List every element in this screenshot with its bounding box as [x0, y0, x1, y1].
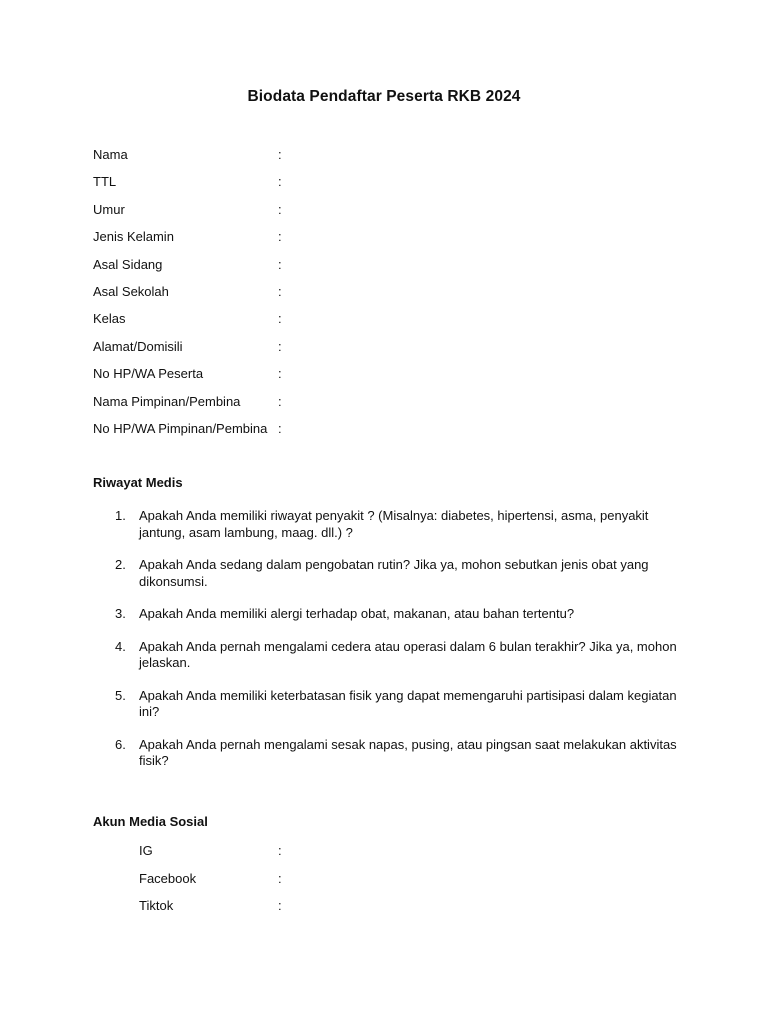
social-media-field-list — [139, 842, 539, 925]
field-label: No HP/WA Peserta — [93, 366, 204, 382]
field-separator: : — [278, 283, 282, 299]
field-label: Jenis Kelamin — [93, 229, 174, 245]
field-separator: : — [278, 147, 282, 162]
field-row-alamat — [93, 338, 693, 365]
field-separator: : — [278, 229, 282, 245]
question-number: 3. — [115, 606, 126, 621]
question-text: Apakah Anda memiliki riwayat penyakit ? (Misalnya: diabetes, hipertensi, asma, penyakit jantung, asam lambung, maag. dll.) ? — [139, 508, 649, 540]
question-text: Apakah Anda sedang dalam pengobatan rutin? Jika ya, mohon sebutkan jenis obat yang dikonsumsi. — [139, 557, 649, 589]
biodata-field-list — [93, 146, 693, 447]
field-label: No HP/WA Pimpinan/Pembina — [93, 420, 268, 436]
social-media-heading: Akun Media Sosial — [93, 814, 208, 829]
question-text: Apakah Anda memiliki keterbatasan fisik yang dapat memengaruhi partisipasi dalam kegiatan ini? — [139, 687, 677, 719]
question-number: 6. — [115, 736, 126, 752]
social-row-tiktok — [139, 897, 539, 925]
field-label: Alamat/Domisili — [93, 338, 183, 354]
question-number: 2. — [115, 557, 126, 572]
medical-question — [93, 606, 683, 623]
social-row-facebook — [139, 870, 539, 898]
field-label: Asal Sekolah — [93, 283, 169, 299]
document-title: Biodata Pendaftar Peserta RKB 2024 — [247, 88, 521, 105]
field-separator: : — [278, 201, 282, 217]
social-separator: : — [278, 843, 282, 858]
question-number: 5. — [115, 687, 126, 703]
field-row-asal-sekolah — [93, 283, 693, 310]
medical-history-heading: Riwayat Medis — [93, 475, 183, 490]
social-separator: : — [278, 898, 282, 913]
field-row-ttl — [93, 173, 693, 200]
social-label: IG — [139, 843, 153, 858]
field-row-kelas — [93, 310, 693, 337]
field-row-nama — [93, 146, 693, 173]
field-separator: : — [278, 420, 282, 436]
field-row-no-hp-peserta — [93, 365, 693, 392]
medical-question — [93, 639, 683, 672]
field-separator: : — [278, 366, 282, 382]
question-number: 1. — [115, 508, 126, 523]
medical-question — [93, 557, 683, 590]
question-text: Apakah Anda pernah mengalami cedera atau operasi dalam 6 bulan terakhir? Jika ya, mohon jelaskan. — [139, 638, 677, 670]
field-separator: : — [278, 393, 282, 409]
question-text: Apakah Anda memiliki alergi terhadap obat, makanan, atau bahan tertentu? — [139, 606, 575, 621]
question-number: 4. — [115, 638, 126, 654]
field-label: Asal Sidang — [93, 256, 163, 272]
field-label: Nama Pimpinan/Pembina — [93, 393, 241, 409]
field-row-asal-sidang — [93, 256, 693, 283]
medical-question-list — [93, 508, 683, 786]
field-label: Kelas — [93, 311, 126, 327]
field-label: Umur — [93, 201, 125, 217]
field-separator: : — [278, 174, 282, 190]
social-separator: : — [278, 870, 282, 886]
question-text: Apakah Anda pernah mengalami sesak napas, pusing, atau pingsan saat melakukan aktivitas fisik? — [139, 736, 677, 768]
field-row-no-hp-pimpinan — [93, 420, 693, 447]
social-label: Tiktok — [139, 898, 174, 913]
field-separator: : — [278, 256, 282, 272]
field-label: Nama — [93, 147, 128, 162]
field-separator: : — [278, 338, 282, 354]
field-separator: : — [278, 311, 282, 327]
medical-question — [93, 737, 683, 770]
social-label: Facebook — [139, 870, 197, 886]
field-row-jenis-kelamin — [93, 228, 693, 255]
medical-question — [93, 508, 683, 541]
medical-question — [93, 688, 683, 721]
field-label: TTL — [93, 174, 117, 190]
field-row-nama-pimpinan — [93, 393, 693, 420]
social-row-ig — [139, 842, 539, 870]
field-row-umur — [93, 201, 693, 228]
